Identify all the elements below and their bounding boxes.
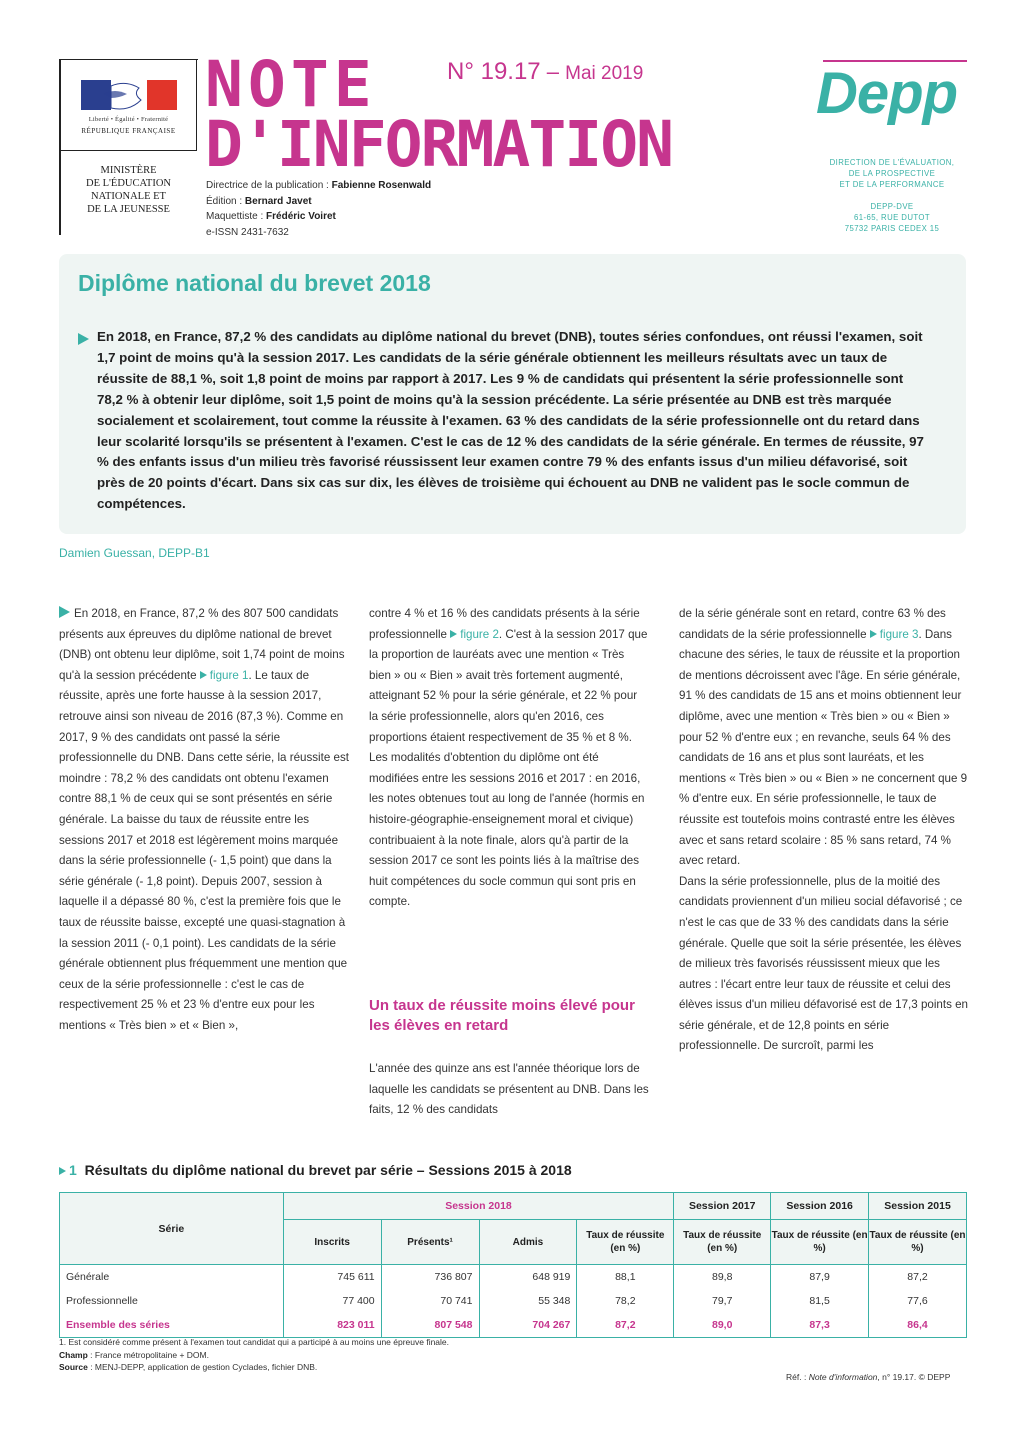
depp-logo: Depp	[816, 61, 957, 126]
header-session-2017: Session 2017	[674, 1193, 771, 1220]
issue-number: N° 19.17	[447, 58, 541, 85]
figure-2-link[interactable]: figure 2	[450, 628, 499, 641]
credit-issn: e-ISSN 2431-7632	[206, 226, 289, 238]
arrow-icon	[78, 333, 89, 345]
publication-title-line2: D'INFORMATION	[205, 108, 673, 181]
credit-director: Directrice de la publication : Fabienne Rosenwald	[206, 180, 432, 191]
header-rate-2015: Taux de réussite (en %)	[869, 1220, 967, 1265]
paragraph: En 2018, en France, 87,2 % des 807 500 candidats présents aux épreuves du diplôme national de brevet (DNB) ont obtenu leur diplôme, soit 1,74 point de moins qu'à la session précédente figure 1. Le taux de réussite, après une forte hausse à la session 2017, retrouve ainsi son niveau de 2016 (87,3 %). Comme en 2017, 9 % des candidats ont passé la série professionnelle du DNB. Dans cette série, la réussite est moindre : 78,2 % des candidats ont obtenu l'examen contre 88,1 % de ceux qui se sont présentés en série générale. La baisse du taux de réussite entre les sessions 2017 et 2018 est légèrement moins marquée dans la série professionnelle (- 1,5 point) que dans la série générale (- 1,8 point). Depuis 2007, session à laquelle il a dépassé 80 %, c'est la première fois que le taux de réussite baisse, excepté une quasi-stagnation à la session 2011 (- 0,1 point). Les candidats de la série générale obtiennent plus fréquemment une mention que ceux de la série professionnelle : c'est le cas de respectivement 25 % et 23 % d'entre eux pour les mentions « Très bien » et « Bien »,	[59, 607, 349, 1032]
figure-3-link[interactable]: figure 3	[870, 628, 919, 641]
body-column-1	[59, 604, 349, 1036]
arrow-icon	[59, 606, 70, 618]
table-row-total: Ensemble des séries 823 011 807 548 704 267 87,2 89,0 87,3 86,4	[60, 1313, 967, 1338]
republic-label: RÉPUBLIQUE FRANÇAISE	[81, 127, 176, 135]
republic-logo-box	[59, 59, 198, 235]
reference: Réf. : Note d'information, n° 19.17. © DEPP	[786, 1372, 951, 1382]
body-column-2	[369, 604, 649, 913]
summary-text: En 2018, en France, 87,2 % des candidats au diplôme national du brevet (DNB), toutes séries confondues, ont réussi l'examen, soit 1,7 point de moins qu'à la session 2017. Les candidats de la série générale obtiennent les meilleurs résultats avec un taux de réussite de 88,1 %, soit 1,8 point de moins par rapport à 2017. Les 9 % de candidats qui présentent la série professionnelle sont 78,2 % à obtenir leur diplôme, soit 1,5 point de moins qu'à la session précédente. La série présentée au DNB est très marquée socialement et scolairement, tout comme la réussite à l'examen. 63 % des candidats de la série professionnelle ont du retard dans leur scolarité lorsqu'ils se présentent à l'examen. C'est le cas de 12 % des candidats de la série générale. En termes de réussite, 97 % des enfants issus d'un milieu très favorisé réussissent leur examen contre 79 % des enfants issus d'un milieu défavorisé, soit près de 20 points d'écart. Dans six cas sur dix, les élèves de troisième qui échouent au DNB ne valident pas le socle commun de compétences.	[97, 329, 924, 512]
header-session-2015: Session 2015	[869, 1193, 967, 1220]
header-admis: Admis	[479, 1220, 577, 1265]
header-session-2016: Session 2016	[771, 1193, 869, 1220]
header-rate-2018: Taux de réussite (en %)	[577, 1220, 674, 1265]
paragraph: de la série générale sont en retard, contre 63 % des candidats de la série professionnelle figure 3. Dans chacune des séries, le taux de réussite et la proportion de mentions décroissent avec l'âge. En série générale, 91 % des candidats de 15 ans et moins obtiennent leur diplôme, avec une mention « Très bien » ou « Bien » pour 52 % d'entre eux ; en revanche, seuls 64 % des candidats de 16 ans et plus sont lauréats, et les mentions « Très bien » ou « Bien » ne concernent que 9 % d'entre eux. En série professionnelle, le taux de réussite est toutefois moins contrasté entre les élèves avec et sans retard scolaire : 85 % sans retard, 74 % avec retard.	[679, 607, 968, 868]
author: Damien Guessan, DEPP-B1	[59, 546, 210, 560]
table-row: Générale 745 611 736 807 648 919 88,1 89,8 87,9 87,2	[60, 1265, 967, 1290]
arrow-icon	[870, 630, 877, 638]
credits	[206, 178, 431, 240]
section-heading: Un taux de réussite moins élevé pour les élèves en retard	[369, 997, 635, 1034]
table-notes	[59, 1336, 449, 1374]
header-rate-2016: Taux de réussite (en %)	[771, 1220, 869, 1265]
paragraph: L'année des quinze ans est l'année théorique lors de laquelle les candidats se présentent au DNB. Dans les faits, 12 % des candidats	[369, 1062, 649, 1117]
publication-title-line1: NOTE	[205, 48, 377, 121]
table-title: 1 Résultats du diplôme national du brevet par série – Sessions 2015 à 2018	[59, 1162, 572, 1178]
issue-separator: –	[540, 59, 566, 84]
header-session-2018: Session 2018	[283, 1193, 674, 1220]
header-presents: Présents¹	[381, 1220, 479, 1265]
table-footnote: 1. Est considéré comme présent à l'examen tout candidat qui a participé à au moins une épreuve finale.	[59, 1337, 450, 1347]
credit-edition: Édition : Bernard Javet	[206, 195, 312, 207]
issue-month: Mai 2019	[565, 63, 644, 84]
arrow-icon	[59, 1167, 66, 1175]
body-column-3	[679, 604, 969, 1057]
body-column-2-continued	[369, 1059, 649, 1121]
table-row: Professionnelle 77 400 70 741 55 348 78,2 79,7 81,5 77,6	[60, 1289, 967, 1313]
figure-1-link[interactable]: figure 1	[200, 669, 249, 682]
results-table	[59, 1192, 967, 1338]
header-inscrits: Inscrits	[283, 1220, 381, 1265]
republic-logo	[61, 60, 197, 151]
paragraph: Dans la série professionnelle, plus de la moitié des candidats proviennent d'un milieu social défavorisé ; ce n'est le cas que de 33 % des candidats dans la série générale. Quelle que soit la série présentée, les élèves de milieux très favorisés réussissent mieux que les autres : l'écart entre leur taux de réussite et celui des élèves issus d'un milieu défavorisé est de 17,3 points en série générale, et de 12,8 points en série professionnelle. De surcroît, parmi les	[679, 874, 969, 1053]
depp-subtitle: DIRECTION DE L'ÉVALUATION, DE LA PROSPECTIVE ET DE LA PERFORMANCE	[829, 158, 955, 189]
header-rate-2017: Taux de réussite (en %)	[674, 1220, 771, 1265]
depp-address: DEPP-DVE 61-65, RUE DUTOT 75732 PARIS CEDEX 15	[844, 202, 940, 233]
issue-info	[447, 58, 643, 86]
table-number: 1	[59, 1162, 77, 1178]
credit-layout: Maquettiste : Frédéric Voiret	[206, 211, 336, 222]
arrow-icon	[450, 630, 457, 638]
table-source: Source : MENJ-DEPP, application de gestion Cyclades, fichier DNB.	[59, 1362, 318, 1372]
summary-title: Diplôme national du brevet 2018	[78, 270, 431, 296]
republic-motto: Liberté • Égalité • Fraternité	[88, 116, 169, 123]
paragraph: contre 4 % et 16 % des candidats présents à la série professionnelle figure 2. C'est à la session 2017 que la proportion de lauréats avec une mention « Très bien » ou « Bien » avait très fortement augmenté, atteignant 52 % pour la série générale, et 22 % pour la série professionnelle, alors qu'en 2016, ces proportions étaient respectivement de 35 % et 8 %. Les modalités d'obtention du diplôme ont été modifiées entre les sessions 2016 et 2017 : en 2016, les notes obtenues tout au long de l'année (hormis en histoire-géographie-enseignement moral et civique) contribuaient à la note finale, alors qu'à partir de la session 2017 ce sont les points liés à la maîtrise des huit compétences du socle commun qui sont pris en compte.	[369, 607, 648, 909]
table-scope: Champ : France métropolitaine + DOM.	[59, 1349, 209, 1360]
ministry-name: MINISTÈRE DE L'ÉDUCATION NATIONALE ET DE LA JEUNESSE	[85, 165, 171, 215]
marianne-icon	[81, 78, 177, 114]
arrow-icon	[200, 671, 207, 679]
header-serie: Série	[60, 1193, 284, 1265]
